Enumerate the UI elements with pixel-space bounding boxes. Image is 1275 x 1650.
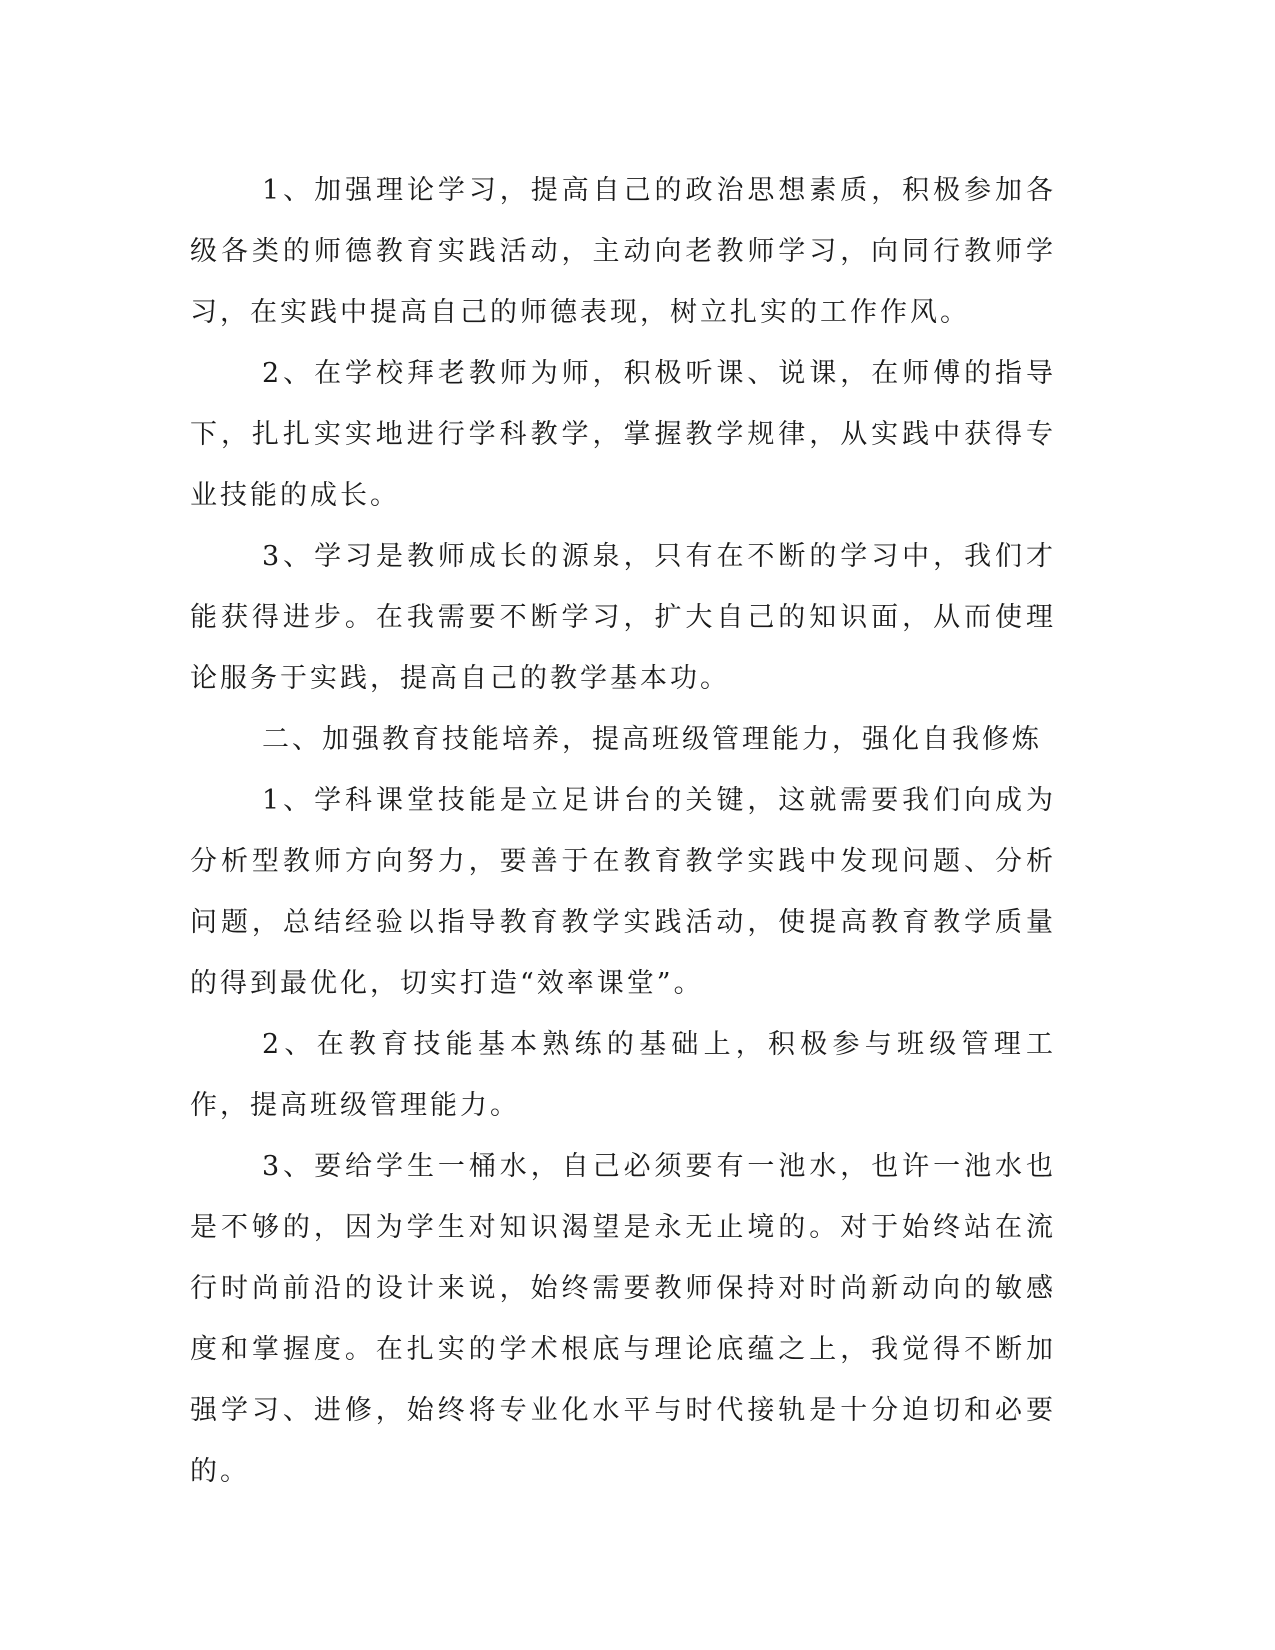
paragraph-3: 3、学习是教师成长的源泉，只有在不断的学习中，我们才能获得进步。在我需要不断学习，扩大自己的知识面，从而使理论服务于实践，提高自己的教学基本功。 bbox=[190, 541, 1056, 694]
document-body bbox=[190, 160, 1056, 1502]
paragraph-1: 1、加强理论学习，提高自己的政治思想素质，积极参加各级各类的师德教育实践活动，主动向老教师学习，向同行教师学习，在实践中提高自己的师德表现，树立扎实的工作作风。 bbox=[190, 175, 1056, 328]
section-heading: 二、加强教育技能培养，提高班级管理能力，强化自我修炼 bbox=[262, 724, 1042, 755]
paragraph-2: 2、在学校拜老教师为师，积极听课、说课，在师傅的指导下，扎扎实实地进行学科教学，掌握教学规律，从实践中获得专业技能的成长。 bbox=[190, 358, 1056, 511]
paragraph-5: 2、在教育技能基本熟练的基础上，积极参与班级管理工作，提高班级管理能力。 bbox=[190, 1029, 1056, 1121]
paragraph-6: 3、要给学生一桶水，自己必须要有一池水，也许一池水也是不够的，因为学生对知识渴望是永无止境的。对于始终站在流行时尚前沿的设计来说，始终需要教师保持对时尚新动向的敏感度和掌握度。在扎实的学术根底与理论底蕴之上，我觉得不断加强学习、进修，始终将专业化水平与时代接轨是十分迫切和必要的。 bbox=[190, 1151, 1056, 1487]
paragraph-4: 1、学科课堂技能是立足讲台的关键，这就需要我们向成为分析型教师方向努力，要善于在教育教学实践中发现问题、分析问题，总结经验以指导教育教学实践活动，使提高教育教学质量的得到最优化，切实打造“效率课堂”。 bbox=[190, 785, 1056, 999]
